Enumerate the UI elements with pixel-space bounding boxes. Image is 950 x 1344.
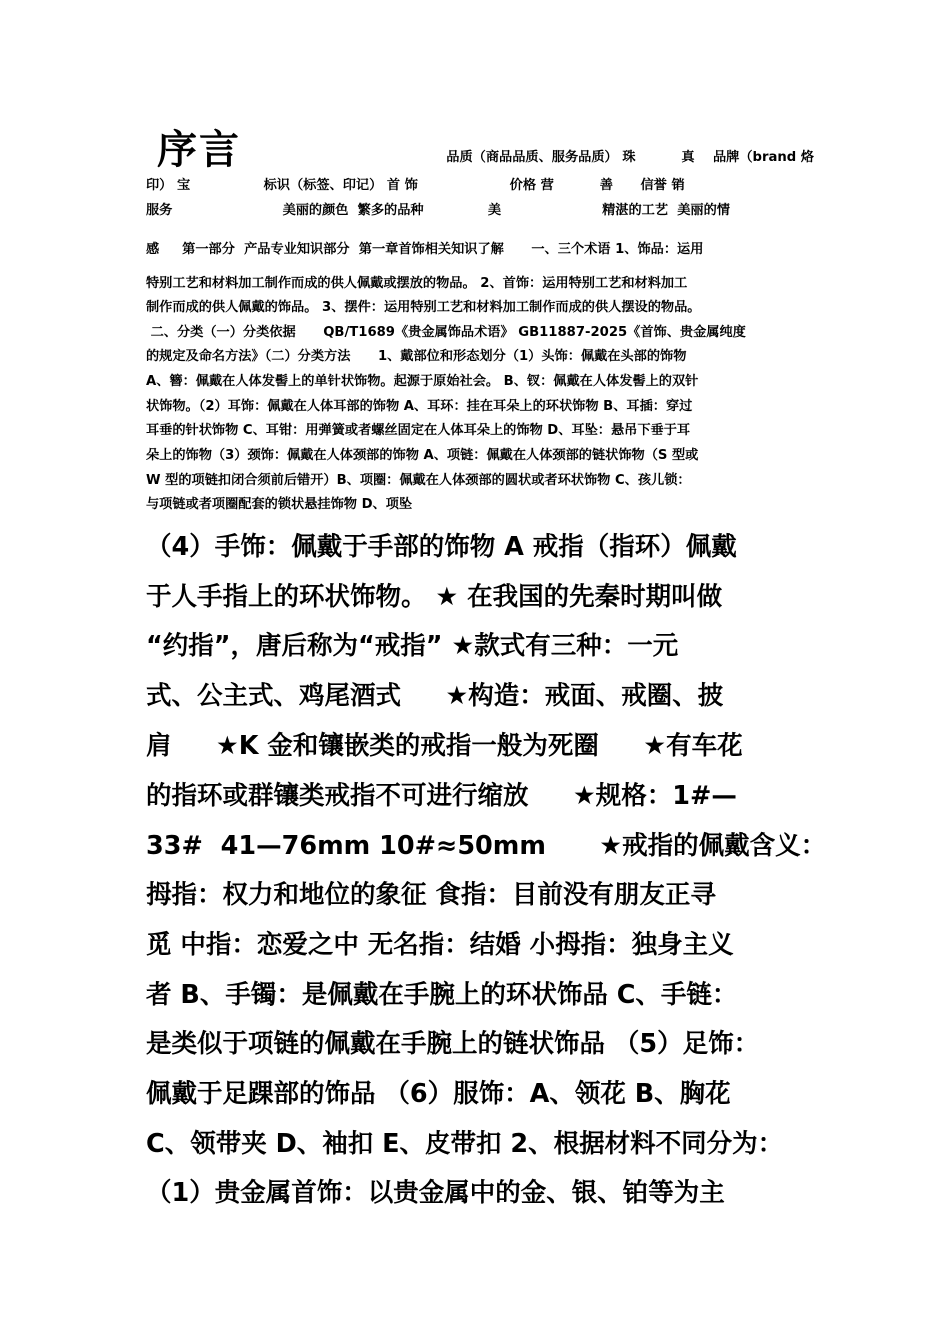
body-large-line-7: 33# 41—76mm 10#≈50mm ★戒指的佩戴含义： [146,831,826,861]
body-large-line-4: 式、公主式、鸡尾酒式 ★构造：戒面、戒圈、披 [146,681,724,711]
body-small-line-3: 制作而成的供人佩戴的饰品。 3、摆件：运用特别工艺和材料加工制作而成的供人摆设的物品。 [146,300,701,315]
body-small-line-1: 感 第一部分 产品专业知识部分 第一章首饰相关知识了解 一、三个术语 1、饰品：运用 [146,242,704,257]
body-large-line-14: （1）贵金属首饰：以贵金属中的金、银、铂等为主 [146,1178,725,1208]
body-large-line-6: 的指环或群镶类戒指不可进行缩放 ★规格：1#— [146,781,737,811]
body-large-line-10: 者 B、手镯：是佩戴在手腕上的环状饰品 C、手链： [146,980,738,1010]
body-large-line-1: （4）手饰：佩戴于手部的饰物 A 戒指（指环）佩戴 [146,532,737,562]
body-large-line-12: 佩戴于足踝部的饰品 （6）服饰：A、领花 B、胸花 [146,1079,731,1109]
body-small-line-6: A、簪：佩戴在人体发髻上的单针状饰物。起源于原始社会。 B、钗：佩戴在人体发髻上的双针 [146,374,699,389]
body-small-line-7: 状饰物。（2）耳饰：佩戴在人体耳部的饰物 A、耳环：挂在耳朵上的环状饰物 B、耳插：穿过 [146,399,693,414]
intro-line-2: 印） 宝 标识（标签、印记） 首 饰 价格 营 善 信誉 销 [146,178,685,193]
body-small-line-9: 朵上的饰物（3）颈饰：佩戴在人体颈部的饰物 A、项链：佩戴在人体颈部的链状饰物（S 型或 [146,448,699,463]
body-small-line-8: 耳垂的针状饰物 C、耳钳：用弹簧或者螺丝固定在人体耳朵上的饰物 D、耳坠：悬吊下垂于耳 [146,423,691,438]
intro-line-1: 品质（商品品质、服务品质） 珠 真 品牌（brand 烙 [363,150,814,165]
body-large-line-13: C、领带夹 D、袖扣 E、皮带扣 2、根据材料不同分为： [146,1129,784,1159]
body-large-line-9: 觅 中指：恋爱之中 无名指：结婚 小拇指：独身主义 [146,930,734,960]
body-small-line-4: 二、分类（一）分类依据 QB/T1689《贵金属饰品术语》 GB11887-2025《首饰、贵金属纯度 [146,325,746,340]
body-small-line-5: 的规定及命名方法》（二）分类方法 1、戴部位和形态划分（1）头饰：佩戴在头部的饰物 [146,349,687,364]
intro-line-3: 服务 美丽的颜色 繁多的品种 美 精湛的工艺 美丽的情 [146,203,730,218]
body-large-line-8: 拇指：权力和地位的象征 食指：目前没有朋友正寻 [146,880,716,910]
body-small-line-11: 与项链或者项圈配套的锁状悬挂饰物 D、项坠 [146,497,413,512]
body-large-line-5: 肩 ★K 金和镶嵌类的戒指一般为死圈 ★有车花 [146,731,743,761]
body-small-line-10: W 型的项链扣闭合须前后错开）B、项圈：佩戴在人体颈部的圆状或者环状饰物 C、孩儿锁： [146,473,691,488]
body-small-line-2: 特别工艺和材料加工制作而成的供人佩戴或摆放的物品。 2、首饰：运用特别工艺和材料加工 [146,276,688,291]
body-large-line-3: “约指”，唐后称为“戒指” ★款式有三种：一元 [146,631,679,661]
body-large-line-11: 是类似于项链的佩戴在手腕上的链状饰品 （5）足饰： [146,1029,760,1059]
document-title: 序言 [157,127,241,173]
body-large-line-2: 于人手指上的环状饰物。 ★ 在我国的先秦时期叫做 [146,582,723,612]
